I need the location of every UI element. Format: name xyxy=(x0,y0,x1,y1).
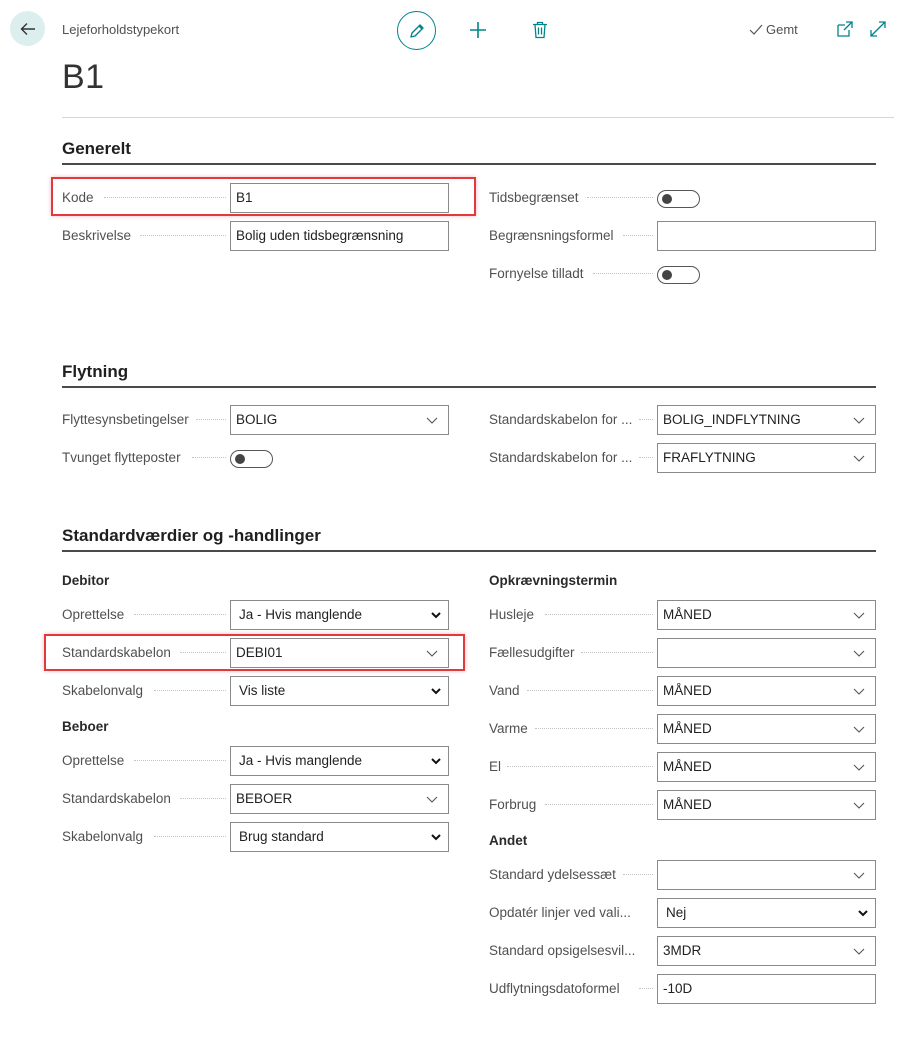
field-label: Husleje xyxy=(489,607,535,622)
checkmark-icon xyxy=(748,23,764,37)
opdater-linjer-select[interactable] xyxy=(657,898,876,928)
field-label: Oprettelse xyxy=(62,753,125,768)
chevron-down-icon xyxy=(853,799,865,811)
field-label: Standardskabelon for ... xyxy=(489,412,633,427)
toggle-knob xyxy=(662,194,672,204)
select-value: MÅNED xyxy=(663,683,712,698)
field-label: Standardskabelon xyxy=(62,645,171,660)
leader-dots xyxy=(180,798,226,800)
faellesudgifter-select[interactable] xyxy=(657,638,876,668)
opsigelsesvilkaar-select[interactable] xyxy=(657,936,876,966)
leader-dots xyxy=(527,690,653,692)
field-label: Vand xyxy=(489,683,520,698)
select-value: BOLIG xyxy=(236,412,278,427)
back-button[interactable] xyxy=(10,11,45,46)
field-label: Skabelonvalg xyxy=(62,683,144,698)
leader-dots xyxy=(154,836,226,838)
field-faellesudgifter xyxy=(489,638,876,668)
leader-dots xyxy=(535,728,653,730)
section-title-flytning: Flytning xyxy=(62,362,129,381)
chevron-down-icon xyxy=(853,869,865,881)
leader-dots xyxy=(639,457,653,459)
field-begraensningsformel xyxy=(489,221,876,251)
field-label: Varme xyxy=(489,721,528,736)
begraensningsformel-input[interactable] xyxy=(657,221,876,251)
field-label: Standardskabelon for ... xyxy=(489,450,633,465)
select-value: 3MDR xyxy=(663,943,702,958)
field-label: Standard opsigelsesvil... xyxy=(489,943,636,958)
field-label: Fællesudgifter xyxy=(489,645,575,660)
saved-label: Gemt xyxy=(766,22,798,37)
field-beboer-standardskabelon xyxy=(62,784,449,814)
delete-trash-icon xyxy=(532,21,548,39)
edit-pencil-icon xyxy=(408,22,426,40)
leader-dots xyxy=(587,197,653,199)
flyttesyn-select[interactable] xyxy=(230,405,449,435)
field-fornyelse xyxy=(489,259,876,289)
std-skabelon-fra-select[interactable] xyxy=(657,443,876,473)
chevron-down-icon xyxy=(853,452,865,464)
chevron-down-icon xyxy=(431,832,441,842)
expand-icon[interactable] xyxy=(869,20,887,38)
select-value: Nej xyxy=(666,905,687,920)
leader-dots xyxy=(639,988,653,990)
leader-dots xyxy=(623,874,653,876)
chevron-down-icon xyxy=(853,609,865,621)
udflytningsdatoformel-input[interactable]: -10D xyxy=(657,974,876,1004)
field-label: Fornyelse tilladt xyxy=(489,266,584,281)
chevron-down-icon xyxy=(426,647,438,659)
field-label: Beskrivelse xyxy=(62,228,132,243)
select-value: Ja - Hvis manglende xyxy=(239,607,363,622)
debitor-oprettelse-select[interactable] xyxy=(230,600,449,630)
back-arrow-icon xyxy=(19,20,37,38)
beboer-oprettelse-select[interactable] xyxy=(230,746,449,776)
section-title-generelt: Generelt xyxy=(62,139,131,158)
field-std-skabelon-ind xyxy=(489,405,876,435)
field-label: Standard ydelsessæt xyxy=(489,867,616,882)
debitor-standardskabelon-select[interactable] xyxy=(230,638,449,668)
field-forbrug xyxy=(489,790,876,820)
leader-dots xyxy=(196,419,226,421)
edit-button[interactable] xyxy=(397,11,436,50)
field-beboer-oprettelse xyxy=(62,746,449,776)
subheading-debitor: Debitor xyxy=(62,573,110,588)
field-husleje xyxy=(489,600,876,630)
field-varme xyxy=(489,714,876,744)
select-value: Ja - Hvis manglende xyxy=(239,753,363,768)
select-value: MÅNED xyxy=(663,721,712,736)
beskrivelse-input[interactable]: Bolig uden tidsbegrænsning xyxy=(230,221,449,251)
chevron-down-icon xyxy=(853,761,865,773)
subheading-andet: Andet xyxy=(489,833,528,848)
field-kode xyxy=(62,183,449,213)
field-label: Forbrug xyxy=(489,797,537,812)
section-divider xyxy=(62,386,876,388)
el-select[interactable] xyxy=(657,752,876,782)
field-beskrivelse xyxy=(62,221,449,251)
section-divider xyxy=(62,163,876,165)
chevron-down-icon xyxy=(431,686,441,696)
add-plus-icon xyxy=(469,21,487,39)
subheading-beboer: Beboer xyxy=(62,719,109,734)
page-title: B1 xyxy=(62,58,105,96)
section-title-standard: Standardværdier og -handlinger xyxy=(62,526,321,545)
chevron-down-icon xyxy=(853,685,865,697)
leader-dots xyxy=(180,652,226,654)
chevron-down-icon xyxy=(853,945,865,957)
select-value: MÅNED xyxy=(663,607,712,622)
page-type-label: Lejeforholdstypekort xyxy=(62,22,180,37)
chevron-down-icon xyxy=(853,647,865,659)
leader-dots xyxy=(192,457,226,459)
husleje-select[interactable] xyxy=(657,600,876,630)
toggle-knob xyxy=(662,270,672,280)
chevron-down-icon xyxy=(426,414,438,426)
field-udflytningsdatoformel xyxy=(489,974,876,1004)
fornyelse-toggle[interactable] xyxy=(657,266,700,284)
select-value: Vis liste xyxy=(239,683,286,698)
leader-dots xyxy=(154,690,226,692)
field-debitor-skabelonvalg xyxy=(62,676,449,706)
chevron-down-icon xyxy=(853,723,865,735)
leader-dots xyxy=(134,614,226,616)
field-debitor-oprettelse xyxy=(62,600,449,630)
field-label: Kode xyxy=(62,190,94,205)
field-opdater-linjer xyxy=(489,898,876,928)
field-vand xyxy=(489,676,876,706)
field-beboer-skabelonvalg xyxy=(62,822,449,852)
vand-select[interactable] xyxy=(657,676,876,706)
delete-button[interactable] xyxy=(528,18,552,42)
section-divider xyxy=(62,550,876,552)
field-flyttesyn xyxy=(62,405,449,435)
beboer-standardskabelon-select[interactable] xyxy=(230,784,449,814)
field-debitor-standardskabelon xyxy=(62,638,449,668)
saved-status xyxy=(748,22,798,37)
leader-dots xyxy=(507,766,653,768)
leader-dots xyxy=(545,804,653,806)
leader-dots xyxy=(581,652,653,654)
forbrug-select[interactable] xyxy=(657,790,876,820)
open-in-new-icon[interactable] xyxy=(836,20,854,38)
chevron-down-icon xyxy=(431,756,441,766)
select-value: MÅNED xyxy=(663,759,712,774)
leader-dots xyxy=(545,614,653,616)
field-std-skabelon-fra xyxy=(489,443,876,473)
field-label: Begrænsningsformel xyxy=(489,228,614,243)
subheading-opkraevning: Opkrævningstermin xyxy=(489,573,618,588)
select-value: MÅNED xyxy=(663,797,712,812)
leader-dots xyxy=(134,760,226,762)
varme-select[interactable] xyxy=(657,714,876,744)
leader-dots xyxy=(639,419,653,421)
select-value: DEBI01 xyxy=(236,645,283,660)
field-label: Flyttesynsbetingelser xyxy=(62,412,189,427)
field-el xyxy=(489,752,876,782)
field-tvunget xyxy=(62,443,449,473)
tvunget-toggle[interactable] xyxy=(230,450,273,468)
field-label: Tidsbegrænset xyxy=(489,190,579,205)
debitor-skabelonvalg-select[interactable] xyxy=(230,676,449,706)
ydelsessaet-select[interactable] xyxy=(657,860,876,890)
select-value: Brug standard xyxy=(239,829,324,844)
leader-dots xyxy=(104,197,226,199)
field-label: Udflytningsdatoformel xyxy=(489,981,620,996)
leader-dots xyxy=(140,235,226,237)
leader-dots xyxy=(623,235,653,237)
new-button[interactable] xyxy=(466,18,490,42)
kode-input[interactable]: B1 xyxy=(230,183,449,213)
field-label: Tvunget flytteposter xyxy=(62,450,181,465)
field-label: Oprettelse xyxy=(62,607,125,622)
chevron-down-icon xyxy=(426,793,438,805)
select-value: BOLIG_INDFLYTNING xyxy=(663,412,801,427)
chevron-down-icon xyxy=(858,908,868,918)
select-value: FRAFLYTNING xyxy=(663,450,756,465)
toggle-knob xyxy=(235,454,245,464)
tidsbegraenset-toggle[interactable] xyxy=(657,190,700,208)
header-divider xyxy=(62,117,894,118)
std-skabelon-ind-select[interactable] xyxy=(657,405,876,435)
field-ydelsessaet xyxy=(489,860,876,890)
beboer-skabelonvalg-select[interactable] xyxy=(230,822,449,852)
leader-dots xyxy=(593,273,653,275)
field-label: Skabelonvalg xyxy=(62,829,144,844)
field-label: Standardskabelon xyxy=(62,791,171,806)
field-opsigelsesvilkaar xyxy=(489,936,876,966)
chevron-down-icon xyxy=(853,414,865,426)
field-label: Opdatér linjer ved vali... xyxy=(489,905,631,920)
select-value: BEBOER xyxy=(236,791,293,806)
field-label: El xyxy=(489,759,502,774)
chevron-down-icon xyxy=(431,610,441,620)
field-tidsbegraenset xyxy=(489,183,876,213)
